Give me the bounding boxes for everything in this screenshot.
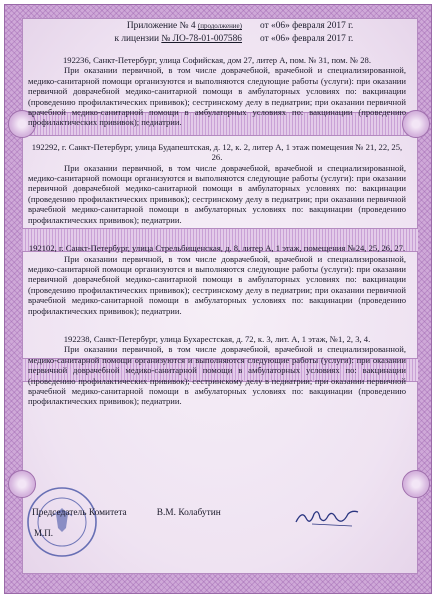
license-number: № ЛО-78-01-007586 [161, 34, 242, 44]
appendix-date: от «06» февраля 2017 г. [260, 21, 354, 31]
handwritten-signature [292, 504, 362, 530]
section-address: 192102, г. Санкт-Петербург, улица Стрельбищенская, д. 8, литер А, 1 этаж, помещения №24, 25, 26, 27. [28, 243, 406, 254]
signatory-title: Председатель Комитета [32, 508, 127, 518]
address-section [28, 55, 406, 128]
address-section [28, 142, 406, 225]
appendix-header-row [28, 20, 406, 33]
license-header-row [28, 33, 406, 46]
appendix-label: Приложение № 4 [126, 21, 196, 31]
address-section [28, 334, 406, 407]
license-date: от «06» февраля 2017 г. [260, 34, 354, 44]
license-prefix: к лицензии [114, 34, 159, 44]
section-text: При оказании первичной, в том числе доврачебной, врачебной и специализированной, медико-санитарной помощи организуются и выполняются следующие работы (услуги): при оказании первичной доврачебной медико-санитарной помощи в амбулаторных условиях по: вакцинации (проведению профилактических прививок); сестринскому делу в педиатрии; при оказании первичной врачебной медико-санитарной помощи в амбулаторных условиях по: вакцинации (проведению профилактических прививок); педиатрии. [28, 65, 406, 128]
section-text: При оказании первичной, в том числе доврачебной, врачебной и специализированной, медико-санитарной помощи организуются и выполняются следующие работы (услуги): при оказании первичной доврачебной медико-санитарной помощи в амбулаторных условиях по: вакцинации (проведению профилактических прививок); сестринскому делу в педиатрии; при оказании первичной врачебной медико-санитарной помощи в амбулаторных условиях по: вакцинации (проведению профилактических прививок); педиатрии. [28, 253, 406, 316]
seal-place-mark: М.П. [34, 528, 54, 538]
corner-ornament [402, 110, 430, 138]
appendix-note: (продолжение) [197, 22, 242, 30]
section-text: При оказании первичной, в том числе доврачебной, врачебной и специализированной, медико-санитарной помощи организуются и выполняются следующие работы (услуги): при оказании первичной доврачебной медико-санитарной помощи в амбулаторных условиях по: вакцинации (проведению профилактических прививок); сестринскому делу в педиатрии; при оказании первичной врачебной медико-санитарной помощи в амбулаторных условиях по: вакцинации (проведению профилактических прививок); педиатрии. [28, 162, 406, 225]
section-address: 192236, Санкт-Петербург, улица Софийская, дом 27, литер А, пом. № 31, пом. № 28. [62, 55, 372, 65]
signatory-name: В.М. Колабутин [156, 508, 221, 518]
section-address: 192238, Санкт-Петербург, улица Бухарестская, д. 72, к. 3, лит. А, 1 этаж, №1, 2, 3, 4. [63, 333, 371, 344]
section-address: 192292, г. Санкт-Петербург, улица Будапештская, д. 12, к. 2, литер А, 1 этаж помещения № 21, 22, 25, 26. [31, 141, 403, 163]
corner-ornament [402, 470, 430, 498]
address-section [28, 243, 406, 316]
section-text: При оказании первичной, в том числе доврачебной, врачебной и специализированной, медико-санитарной помощи организуются и выполняются следующие работы (услуги): при оказании первичной доврачебной медико-санитарной помощи в амбулаторных условиях по: вакцинации (проведению профилактических прививок); сестринскому делу в педиатрии; при оказании первичной врачебной медико-санитарной помощи в амбулаторных условиях по: вакцинации (проведению профилактических прививок); педиатрии. [28, 344, 406, 407]
document-content [28, 20, 406, 407]
official-seal-stamp [26, 486, 98, 558]
